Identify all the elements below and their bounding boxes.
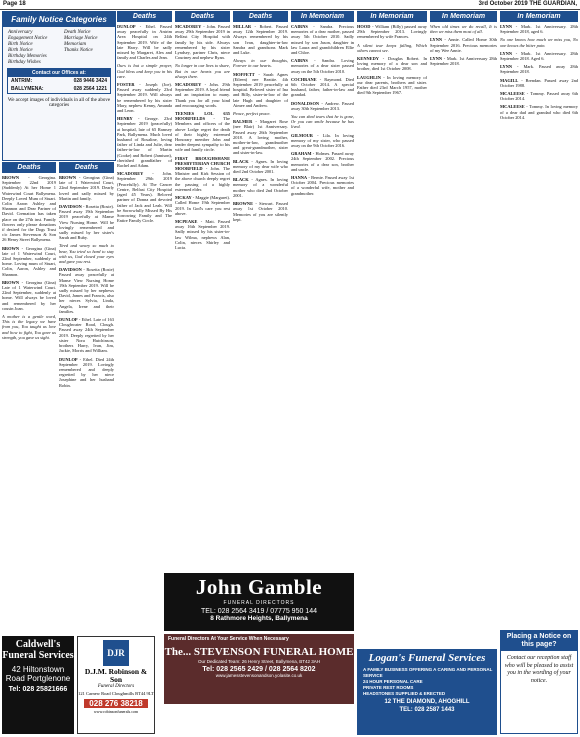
ad-subtitle: Funeral Directors (97, 684, 135, 689)
notice-list (291, 24, 354, 196)
contact-antrim (8, 77, 110, 85)
notice-entry: LAUGHLIN - In loving memory of our dear parents, brothers and sister. Father died 23rd March 1957, mother died 9th September 1967. (357, 74, 427, 96)
section-header-deaths: Deaths (233, 11, 288, 22)
ad-subtitle: FUNERAL DIRECTORS (223, 600, 295, 606)
deaths-column-1 (2, 162, 56, 632)
notice-entry: DAVIDSON - Rosetta (Rosie). Passed away 19th September 2019 peacefully at Manse View Nursing Home. Will be lovingly remembered and sadly missed by her sister's Sarah and Ruby. (59, 204, 114, 241)
category-item: Birthday Wishes (8, 60, 41, 65)
ad-address: Our Dedicated Team: 26 Henry Street, Ballymena, BT42 3AH (198, 659, 320, 664)
notice-entry: LYNN - Mark. 1st Anniversary. 28th September 2018. Aged 6. (500, 50, 578, 62)
notice-list (233, 24, 288, 222)
notice-entry: DUNLOP - Ethel. Died 24th September 2019. Lovingly remembered and deeply regretted by her niece Josephine and her husband Robin. (59, 356, 114, 388)
notice-entry: FOSTER - Joseph (Joe). Passed away suddenly 23rd September 2019. Will always be remembered by his sister Mary, nephew Kenny, Amanda and Leon. (117, 82, 172, 114)
ad-name: Caldwell's Funeral Services (2, 639, 74, 661)
ballymena-tel: 028 2564 1221 (73, 86, 107, 92)
stevenson-funeral-ad (164, 634, 354, 704)
memoriam-column-3 (430, 11, 497, 646)
section-header-memoriam: In Memoriam (357, 11, 427, 22)
memoriam-column-1 (291, 11, 354, 571)
notice-entry: HOOD - William (Billy) passed away 29th September 2013. Lovingly remembered by wife Frances. (357, 24, 427, 40)
notice-entry: Tired and weary so much to bear, You tried so hard to stay with us, God closed your eyes and gave you rest. (59, 243, 114, 265)
category-item: Birth Notice (8, 48, 33, 53)
page-header (0, 0, 580, 10)
contact-ballymena (8, 85, 110, 93)
notice-entry: LYNN - Annie. Called Home 30th September 2016. Precious memories of my Wee Annie. (430, 37, 497, 53)
placing-notice-body: Contact our reception staff who will be pleased to assist you in the wording of your notice. (504, 655, 574, 684)
notice-list (430, 24, 497, 66)
page-number: Page 18 (3, 1, 26, 7)
ad-website[interactable]: www.robinsonfunerals.com (93, 708, 139, 714)
ad-name: John Gamble (195, 575, 323, 599)
notice-entry: DUNLOP - Ethel. Late of 163 Cloughwater Road, Clough. Passed away 24th September 2019. Deeply regretted by her sister Nora Hutchinson, brothers Harry, Ivan, Jim, Jackie, Morris and William. (59, 317, 114, 354)
section-header-deaths: Deaths (175, 11, 230, 22)
antrim-tel: 028 9446 3424 (73, 78, 107, 84)
notice-entry: MOFFETT - Sarah Agnes (Eileen) nee Beattie. 4th September 2019 peacefully at hospital. Beloved sister of Ina and Billy, sister-in-law of the late Hugh and daughter of Aimee and Andrew. (233, 71, 288, 108)
notice-entry: MCALEESE - Tommy. In loving memory of a dear dad and grandad who died 6th October 2014. (500, 104, 578, 120)
john-gamble-ad (164, 573, 354, 631)
djm-robinson-ad (77, 636, 155, 734)
ad-service-item: PRIVATE REST ROOMS (363, 685, 414, 690)
contact-title: Contact our Offices at: (8, 69, 110, 77)
notice-entry: Always in our thoughts, Forever in our hearts. (233, 58, 288, 69)
deaths-column-5 (233, 11, 288, 571)
notice-entry: TEENIES LOL 635 MOORFIELDS - The Members and officers of the above Lodge regret the death of their highly esteemed Honorary member John and tender deepest sympathy to his wife and family circle. (175, 111, 230, 153)
antrim-label: ANTRIM: (11, 78, 33, 84)
ad-service-item: HEADSTONES SUPPLIED & ERECTED (363, 691, 446, 696)
section-header-deaths: Deaths (59, 162, 114, 173)
deaths-column-3 (117, 11, 172, 571)
notice-entry: LYNN - Mark. Passed away 28th September 2018. (500, 64, 578, 75)
ad-bar: Funeral Directors At Your Service When Necessary (168, 636, 289, 642)
ad-services-list (363, 667, 497, 697)
notice-entry: BROWN - Georgina (Gina) late of 1 Waterwind Court, 22nd September 2019. Dearly loved and sadly missed by Martin and family. (59, 175, 114, 201)
category-item (59, 54, 115, 59)
notice-entry: MCADOREY - John. 29th September 2019. A loyal friend and an inspiration to many. Thank you for all your kind and encouraging words. (175, 82, 230, 108)
ad-service-item: 24 HOUR PERSONAL CARE (363, 679, 423, 684)
ad-address: 8 Rathmore Heights, Ballymena (210, 615, 308, 622)
notice-list (500, 24, 578, 120)
section-header-memoriam: In Memoriam (430, 11, 497, 22)
notice-entry: KENNEDY - Douglas Robert. In loving memory of a dear son and brother, died 1st October 2008. (357, 56, 427, 72)
notice-categories-title: Family Notice Categories (3, 12, 115, 27)
notice-entry: LYNN - Mark. 1st Anniversary. 28th September 2018, aged 6. (500, 24, 578, 35)
notice-entry: When old times we do recall, It is then we miss them most of all. (430, 24, 497, 35)
notice-entry: DUNLOP - Ethel. Passed away peacefully in Antrim Area Hospital on 24th September 2019. Wife of the late Harry. Will be sadly missed by Margaret, Alex and family and Charles and Jean. (117, 24, 172, 61)
ad-address: 42 Hiltonstown Road Portglenone (5, 665, 71, 683)
notice-list (357, 24, 427, 95)
category-item: Birthday Memories (8, 54, 47, 59)
ad-service-item: A FAMILY BUSINESS OFFERING A CARING AND PERSONAL SERVICE (363, 667, 493, 678)
contact-box (7, 68, 111, 94)
issue-date: 3rd October 2019 THE GUARDIAN, (478, 1, 577, 7)
notice-entry: A silent tear keeps falling, Which others cannot see. (357, 42, 427, 53)
notice-entry: COCHRANE - Raymond. Died 6th October 2014. A special husband, father, father-in-law and grandad. (291, 76, 354, 98)
caldwells-funeral-ad (2, 636, 74, 734)
notice-entry: No one knows how much we miss you, No one knows the bitter pain. (500, 37, 578, 48)
notice-entry: BROWN - Georgina (Gina) Late of 1 Waterwind Court. 22nd September, suddenly at home. Will always be loved and remembered by her cousin Joan. (2, 279, 56, 311)
notice-list (175, 24, 230, 250)
ad-name: D.J.M. Robinson & Son (84, 667, 148, 684)
placing-notice-box (500, 630, 578, 734)
notice-entry: No longer in our lives to share, But in our hearts you are always there. (175, 63, 230, 79)
memoriam-column-4 (500, 11, 578, 626)
ad-telephone: 028 276 38218 (84, 699, 148, 708)
notice-entry: Peace, perfect peace. (233, 111, 271, 117)
ad-name: Logan's Funeral Services (368, 652, 486, 664)
placing-notice-title: Placing a Notice on this page? (501, 631, 577, 651)
ad-telephone: Tel: 028 25821666 (8, 686, 68, 693)
ad-address: 12 THE DIAMOND, AHOGHILL (384, 699, 470, 705)
notice-entry: Ours is but a simple prayer, God bless and keep you in his care. (117, 63, 172, 79)
notice-entry: BLACK - Agnes. In loving memory of a wonderful mother who died 2nd October 2001. (233, 177, 288, 198)
notice-entry: HANNA - Bernie. Passed away 1st October 2004. Precious memories of a wonderful wife, mother and grandmother. (291, 175, 354, 196)
category-item: Birth Notice (8, 42, 33, 47)
notice-entry: DAVIDSON - Rosetta (Rosie) Passed away peacefully at Manse View Nursing Home 19th September 2019. Will be sadly missed by her nephews David, James and Francis, also her nieces Sylvia, Linda, Angela, Irene and their families. (59, 267, 114, 314)
deaths-column-2 (59, 162, 114, 632)
notice-entry: BLACK - Agnes. In loving memory of my dear wife who died 2nd October 2001. (233, 158, 288, 175)
category-item: Engagement Notice (8, 36, 48, 41)
section-header-memoriam: In Memoriam (500, 11, 578, 22)
notice-entry: MILLAR - Robert. Passed away 12th September 2019. Always remembered by his son Ivan, daughter-in-law Sandra and grandsons Mark and Luke. (233, 24, 288, 56)
notice-list (59, 175, 114, 388)
notice-entry: LYNN - Mark. 1st Anniversary 28th September 2018. (430, 56, 497, 67)
ballymena-label: BALLYMENA: (11, 86, 44, 92)
deaths-column-4 (175, 11, 230, 571)
category-item: Death Notice (64, 30, 91, 35)
category-item: Memoriam (64, 42, 86, 47)
category-item: Marriage Notice (64, 36, 98, 41)
notice-entry: GRAHAM - Holmes. Passed away 24th September 2002. Precious memories of a dear son, brother and uncle. (291, 151, 354, 172)
notice-categories-box (2, 11, 116, 161)
notice-list (117, 24, 172, 223)
notice-entry: A mother is a gentle word, This is the legacy we have from you, You taught us love and how to fight, You gave us strength, you gave us sight. (2, 314, 56, 340)
category-item: Thanks Notice (64, 48, 93, 53)
category-item (59, 60, 115, 65)
notice-entry: BROWNE - Stewart. Passed away 1st October 2010. Memories of you are silently kept. (233, 201, 288, 222)
notice-entry: MCADOREY - John. Passed away 29th September 2019 in Belfast City Hospital with family by his side. Always remembered by his sister Lyndsey, partner Chris, niece Courtney and nephew Ryan. (175, 24, 230, 61)
djm-logo: DJR (103, 640, 129, 666)
category-item: Anniversary (8, 30, 33, 35)
section-header-memoriam: In Memoriam (291, 11, 354, 22)
memoriam-column-2 (357, 11, 427, 646)
notice-entry: BROWN - Georgina. September 22nd 2019 (Suddenly) At her Home 1 Waterwind Court Ballymena. Deeply Loved Mum of Stuart. Colin Aaron Ashley and Shannon and Dear Partner of David. Cremation has taken place on the 27th inst. Family flowers only please donations if desired for the Dogs Trust c/o James Stevenson & Son 26 Henry Street Ballymena. (2, 175, 56, 243)
notice-entry: MCADOREY - John. September 29th 2019 (Peacefully). At The Cancer Centre, Belfast City Hospital (aged 45 Years). Beloved partner of Donna and devoted father of Jack and Leah. Will be Sorrowfully Missed By His Sorrowing Family and The Entire Family Circle. (117, 171, 172, 224)
ad-telephone: TEL: 028 2564 3419 / 07775 950 144 (201, 608, 317, 615)
section-header-deaths: Deaths (117, 11, 172, 22)
notice-entry: You can shed tears that he is gone, Or you can smile because he has lived. (291, 114, 354, 130)
notice-entry: GILMOUR - Lila. In loving memory of my sister, who passed away on the 9th October 2016. (291, 132, 354, 149)
notice-entry: CAIRNS - Sandra. Loving memories of a dear sister passed away on the 5th October 2010. (291, 58, 354, 74)
section-header-deaths: Deaths (2, 162, 56, 173)
images-note: We accept images of individuals in all of the above categories (7, 98, 111, 108)
notice-entry: MAGILL - Brendan. Passed away 2nd October 1988. (500, 77, 578, 88)
notice-entry: FIRST BROUGHSHANE PRESBYTERIAN CHURCH MOORFIELD - John. The Minister and Kirk Session of the above church deeply regret the passing of a highly esteemed elder. (175, 155, 230, 192)
notice-entry: MCALEESE - Tommy. Passed away 6th October 2014. (500, 91, 578, 102)
ad-name: The... STEVENSON FUNERAL HOME (164, 646, 354, 658)
notice-entry: BROWN - Georgina (Gina) late of 1 Waterwind Court, 22nd September, suddenly at home. Loving mum of Stuart, Colin, Aaron, Ashley and Shannon. (2, 245, 56, 277)
notice-entry: MCPEAKE - Matt. Passed away 16th September 2019. Sadly missed by his sister-in-law Wilma, nephews Alan, Colin, nieces Shirley and Lucia. (175, 218, 230, 250)
notice-categories-list (3, 30, 115, 65)
notice-entry: DONALDSON - Andrew. Passed away 30th September 2013. (291, 100, 354, 111)
notice-entry: CAIRNS - Sandra. Precious memories of a dear mother, passed away 5th October 2010. Sadly missed by son Jason, daughter in law Laura and grandchildren Ellie and Chloe. (291, 24, 354, 56)
ad-telephone: Tel: 028 2565 2429 / 028 2564 8202 (202, 666, 316, 673)
ad-website[interactable]: www.jamesstevensonandson.yolasite.co.uk (215, 673, 303, 678)
notice-entry: MCKAY - Maggie (Margaret). Called Home 19th September 2019. In God's care you rest above. (175, 195, 230, 216)
ad-address: 121 Carnew Road Cloughmills BT44 9LT (78, 691, 154, 696)
notice-list (2, 175, 56, 340)
ad-telephone: TEL: 028 2587 1443 (399, 707, 455, 713)
notice-entry: BALMER - Margaret Rose (nee Blair) 1st Anniversary. Passed away 26th September 2018. A loving mother, mother-in-law, grandmother and great-grandmother, sister and sister-in-law. (233, 119, 288, 156)
logans-funeral-ad (357, 649, 497, 735)
notice-entry: HENRY - George. 23rd September 2019 (peacefully) at hospital, late of 65 Ramsey Park, Ballymena. Much loved husband of Rosaline, loving father of Linda and Julie, dear father-in-law of Martin (Cooke) and Robert (Jamison), cherished grandfather of Rachel and Adam. (117, 116, 172, 169)
